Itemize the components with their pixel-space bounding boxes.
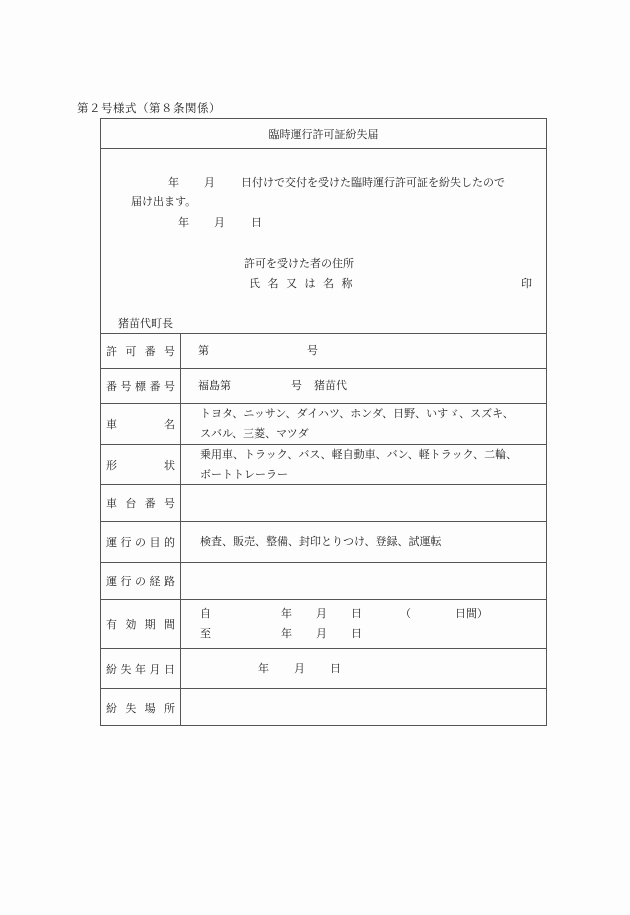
vehicle-name-field[interactable]: トヨタ、ニッサン、ダイハツ、ホンダ、日野、いすゞ、スズキ、 スバル、三菱、マツダ xyxy=(200,407,514,440)
loss-date-field[interactable]: 年 月 日 xyxy=(258,661,341,675)
date-day: 日 xyxy=(251,216,262,229)
addressee: 猪苗代町長 xyxy=(118,317,173,330)
row-vehicle-type xyxy=(101,444,546,484)
date-month: 月 xyxy=(214,216,225,229)
row-validity-period xyxy=(101,599,546,648)
statement-text: 日付けで交付を受けた臨時運行許可証を紛失したので xyxy=(241,176,505,189)
row-label: 運 行 の 経 路 xyxy=(101,563,181,599)
form-number-label: 第２号様式（第８条関係） xyxy=(77,101,221,115)
row-label: 許 可 番 号 xyxy=(101,334,181,368)
route-field[interactable] xyxy=(181,563,546,599)
statement-month: 月 xyxy=(204,176,215,189)
row-plate-number xyxy=(101,368,546,403)
statement-text-2: 届け出ます。 xyxy=(131,195,197,208)
date-year: 年 xyxy=(178,216,189,229)
permit-number-field[interactable]: 第 号 xyxy=(198,344,318,357)
row-loss-date xyxy=(101,648,546,688)
row-vehicle-name xyxy=(101,403,546,444)
loss-place-field[interactable] xyxy=(181,689,546,726)
validity-period-field[interactable]: 自 年 月 日 （ 日間） 至 年 月 日 xyxy=(200,607,488,640)
row-label: 紛 失 年 月 日 xyxy=(101,649,181,688)
seal-mark: 印 xyxy=(521,277,532,290)
row-chassis-number xyxy=(101,484,546,521)
row-label: 番 号 標 番 号 xyxy=(101,369,181,403)
row-purpose xyxy=(101,521,546,562)
form-title: 臨時運行許可証紛失届 xyxy=(101,119,546,149)
vehicle-type-field[interactable]: 乗用車、トラック、バス、軽自動車、バン、軽トラック、二輪、 ボートトレーラー xyxy=(200,447,518,481)
row-label: 有 効 期 間 xyxy=(101,600,181,648)
chassis-number-field[interactable] xyxy=(181,485,546,521)
row-label: 車 台 番 号 xyxy=(101,485,181,521)
plate-number-field[interactable]: 福島第 号 猪苗代 xyxy=(198,379,347,392)
notification-form xyxy=(100,118,547,726)
statement-year: 年 xyxy=(168,176,179,189)
row-label: 紛 失 場 所 xyxy=(101,689,181,726)
row-loss-place xyxy=(101,688,546,726)
row-route xyxy=(101,562,546,599)
purpose-field[interactable]: 検査、販売、整備、封印とりつけ、登録、試運転 xyxy=(200,535,442,548)
row-label: 形 状 xyxy=(101,445,181,484)
row-label: 車 名 xyxy=(101,404,181,444)
row-permit-number xyxy=(101,333,546,368)
applicant-name-label: 氏 名 又 は 名 称 xyxy=(249,277,353,290)
row-label: 運 行 の 目 的 xyxy=(101,522,181,562)
applicant-address-label: 許可を受けた者の住所 xyxy=(244,257,354,270)
